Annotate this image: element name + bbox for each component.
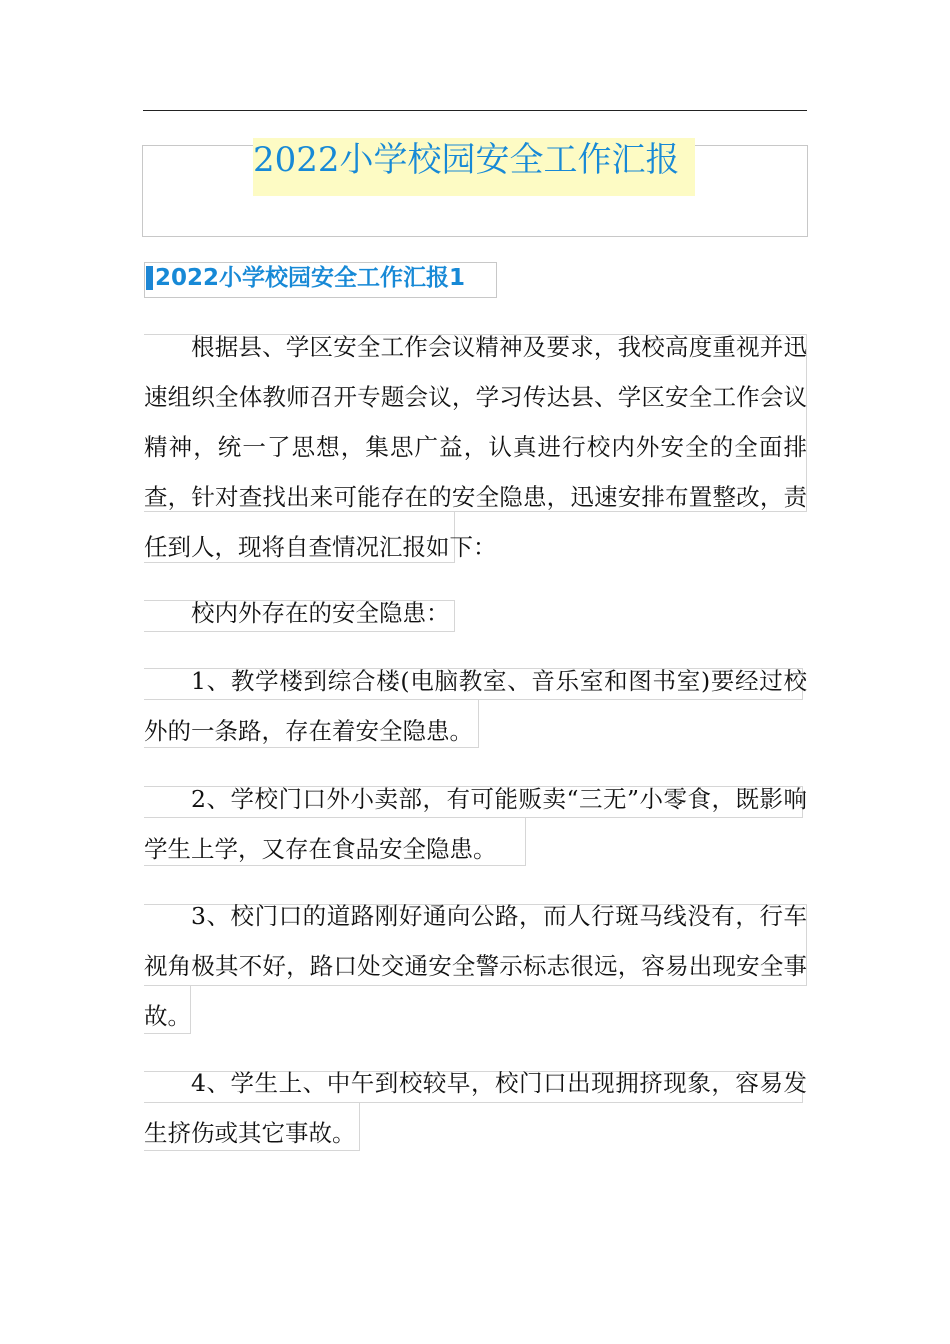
body-paragraph: 校内外存在的安全隐患： — [191, 599, 450, 627]
section-heading: 2022小学校园安全工作汇报1 — [155, 265, 466, 291]
body-paragraph: 根据县、学区安全工作会议精神及要求，我校高度重视并迅速组织全体教师召开专题会议，学习传达县、学区安全工作会议精神，统一了思想，集思广益，认真进行校内外安全的全面排查，针对查找出来可能存在的安全隐患，迅速安排布置整改，责任到人，现将自查情况汇报如下： — [144, 333, 807, 561]
body-paragraph: 1、教学楼到综合楼(电脑教室、音乐室和图书室)要经过校外的一条路，存在着安全隐患。 — [144, 667, 807, 745]
header-rule — [143, 110, 807, 111]
document-title: 2022小学校园安全工作汇报 — [253, 140, 680, 180]
body-paragraph: 4、学生上、中午到校较早，校门口出现拥挤现象，容易发生挤伤或其它事故。 — [144, 1069, 807, 1147]
body-paragraph: 3、校门口的道路刚好通向公路，而人行斑马线没有，行车视角极其不好，路口处交通安全警示标志很远，容易出现安全事故。 — [144, 902, 807, 1030]
body-paragraph: 2、学校门口外小卖部，有可能贩卖“三无”小零食，既影响学生上学，又存在食品安全隐患。 — [144, 785, 807, 863]
section-heading-marker — [146, 266, 153, 290]
